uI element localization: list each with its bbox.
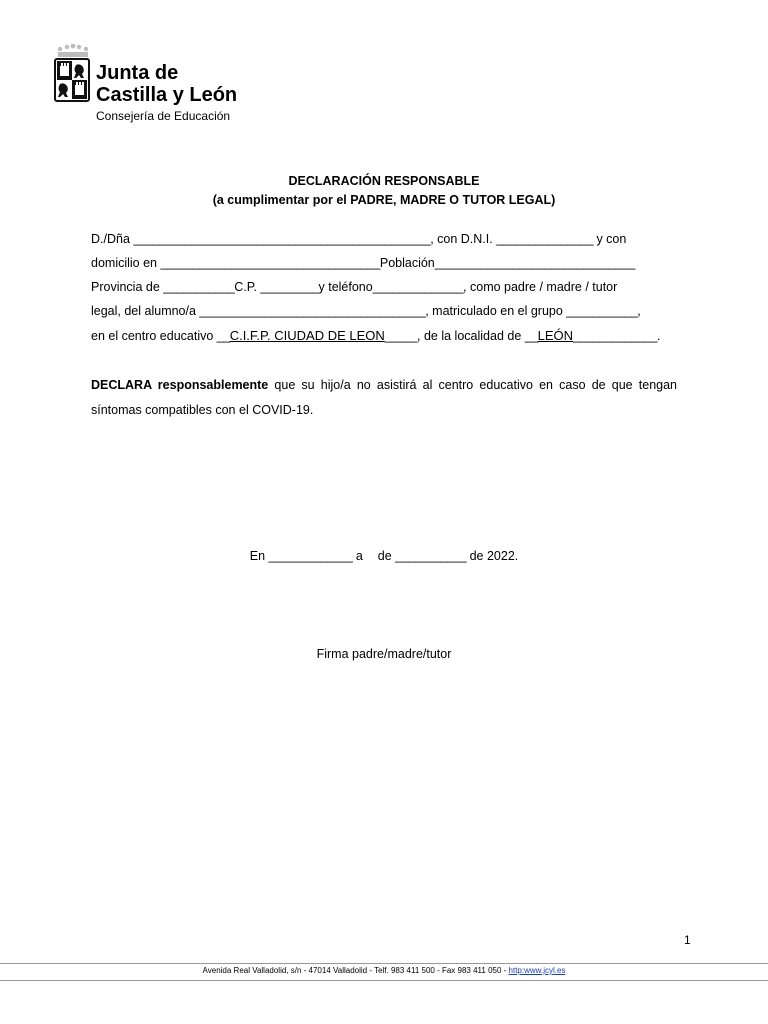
place-date-line	[0, 549, 768, 563]
town-field[interactable]: _______________________________	[434, 256, 635, 270]
label-centre: en el centro educativo	[91, 329, 217, 343]
signature-label: Firma padre/madre/tutor	[316, 647, 452, 661]
province-field[interactable]: ___________	[163, 280, 235, 294]
label-name: D./Dña	[91, 232, 134, 246]
postcode-field[interactable]: _________	[260, 280, 319, 294]
label-address: domicilio en	[91, 256, 161, 270]
page-number: 1	[684, 933, 691, 947]
form-line-province	[91, 279, 677, 295]
label-town: Población	[379, 256, 435, 270]
footer-divider-top	[0, 963, 768, 964]
label-address-intro: y con	[592, 232, 627, 246]
label-a: a	[352, 549, 367, 563]
footer-divider-bottom	[0, 980, 768, 981]
coat-of-arms-icon	[54, 58, 90, 102]
town-underline-left: __	[524, 329, 538, 343]
footer-link[interactable]: http:www.jcyl.es	[508, 966, 566, 975]
name-field[interactable]: ______________________________________________	[133, 232, 431, 246]
declaration-line1	[91, 377, 677, 393]
form-line-address	[91, 255, 677, 271]
label-locality: , de la localidad de	[417, 329, 525, 343]
footer-address	[0, 966, 768, 975]
department-name: Consejería de Educación	[96, 109, 231, 123]
comma: ,	[637, 304, 641, 318]
label-en: En	[249, 549, 269, 563]
form-line-student	[91, 303, 677, 319]
document-title: DECLARACIÓN RESPONSABLE	[288, 174, 480, 188]
form-line-centre	[91, 328, 677, 344]
declaration-line2: síntomas compatibles con el COVID-19.	[91, 403, 314, 417]
label-group: , matriculado en el grupo	[425, 304, 567, 318]
centre-field[interactable]: C.I.F.P. CIUDAD DE LEON	[229, 328, 385, 343]
centre-underline-right: _____	[384, 329, 418, 343]
label-postcode: C.P.	[234, 280, 261, 294]
declaration-text: que su hijo/a no asistirá al centro educativo en caso de que tengan	[268, 378, 677, 392]
address-field[interactable]: __________________________________	[160, 256, 380, 270]
locality-field[interactable]: LEÓN	[537, 328, 574, 343]
label-student: legal, del alumno/a	[91, 304, 200, 318]
label-year: de 2022.	[466, 549, 519, 563]
form-line-name	[91, 231, 677, 247]
phone-field[interactable]: ______________	[372, 280, 464, 294]
footer-address-text: Avenida Real Valladolid, s/n - 47014 Valladolid - Telf. 983 411 500 - Fax 983 411 050 -	[202, 966, 509, 975]
month-field[interactable]: ___________	[395, 549, 467, 563]
org-name-line1: Junta de	[96, 62, 179, 84]
document-subtitle: (a cumplimentar por el PADRE, MADRE O TUTOR LEGAL)	[212, 193, 556, 207]
dni-field[interactable]: _______________	[496, 232, 593, 246]
town-underline-right: _____________	[573, 329, 657, 343]
label-de: de	[374, 549, 396, 563]
centre-underline-left: __	[216, 329, 230, 343]
place-field[interactable]: _____________	[268, 549, 353, 563]
label-phone: y teléfono	[318, 280, 373, 294]
label-dni: , con D.N.I.	[430, 232, 497, 246]
header-logo	[54, 44, 244, 128]
student-field[interactable]: ___________________________________	[199, 304, 426, 318]
crown-icon	[56, 44, 90, 58]
group-field[interactable]: ___________	[566, 304, 638, 318]
declaration-bold: DECLARA responsablemente	[91, 378, 269, 392]
label-province: Provincia de	[91, 280, 164, 294]
period: .	[656, 329, 661, 343]
org-name-line2: Castilla y León	[96, 84, 238, 106]
label-role: , como padre / madre / tutor	[463, 280, 618, 294]
